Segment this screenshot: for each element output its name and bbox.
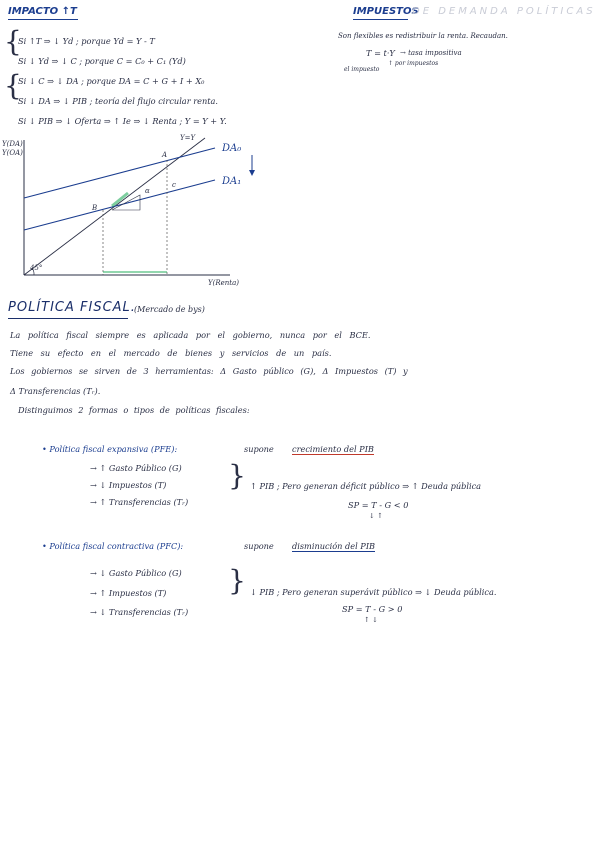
section-subtitle: (Mercado de bys) [134, 305, 205, 314]
contractiva-item-2: → ↑ Impuestos (T) [90, 588, 167, 598]
point-a: A [162, 151, 168, 159]
left-header-title: IMPACTO ↑T [8, 6, 77, 17]
contractiva-item-3: → ↓ Transferencias (Tᵣ) [90, 607, 189, 617]
impuestos-formula: T = t·Y [366, 48, 395, 58]
line-da0 [24, 148, 215, 198]
impuestos-line-1: Son flexibles es redistribuir la renta. Recaudan. [338, 32, 508, 40]
impacto-line-1: Si ↑T ⇒ ↓ Yd ; porque Yd = Y - T [18, 36, 155, 46]
contractiva-highlight: disminución del PIB [292, 541, 376, 551]
ghost-bleed-text: DE DEMANDA POLÍTICAS [412, 6, 596, 17]
expansiva-item-1: → ↑ Gasto Público (G) [90, 463, 182, 473]
para-line-3: Los gobiernos se sirven de 3 herramientas: Δ Gasto público (G), Δ Impuestos (T) y [10, 366, 408, 376]
da0-label: DA₀ [222, 143, 242, 154]
mark-a: α [145, 187, 150, 195]
contractiva-supone: supone [244, 541, 274, 551]
contractiva-effect: ↓ PIB ; Pero generan superávit público ⇒ ↓ Deuda pública. [250, 587, 497, 597]
section-title: POLÍTICA FISCAL. [8, 300, 136, 315]
impacto-line-2: Si ↓ Yd ⇒ ↓ C ; porque C = C₀ + C₁ (Yd) [18, 56, 186, 66]
expansiva-brace: { [228, 459, 246, 492]
expansiva-item-2: → ↓ Impuestos (T) [90, 480, 167, 490]
impuestos-sub-note-1: el impuesto [344, 66, 380, 73]
impuestos-sub-note-2: ↑ por impuestos [388, 60, 439, 67]
expansiva-highlight: crecimiento del PIB [292, 444, 374, 454]
expansiva-item-3: → ↑ Transferencias (Tᵣ) [90, 497, 189, 507]
contractiva-brace: { [228, 564, 246, 597]
impacto-line-3: Si ↓ C ⇒ ↓ DA ; porque DA = C + G + I + X₀ [18, 76, 205, 86]
x-axis-label: Y(Renta) [208, 279, 239, 287]
impacto-line-4: Si ↓ DA ⇒ ↓ PIB ; teoría del flujo circular renta. [18, 96, 219, 106]
contractiva-item-1: → ↓ Gasto Público (G) [90, 568, 182, 578]
shift-arrow-head [249, 170, 255, 176]
line-da1 [24, 180, 215, 230]
green-highlight [112, 193, 128, 206]
brace-1: { [4, 25, 22, 58]
para-line-2: Tiene su efecto en el mercado de bienes y servicios de un país. [10, 348, 332, 358]
da1-label: DA₁ [222, 176, 242, 187]
para-line-5: Distinguimos 2 formas o tipos de políticas fiscales: [18, 405, 250, 415]
para-line-4: Δ Transferencias (Tᵣ). [10, 386, 101, 396]
section-title-underline [8, 318, 128, 319]
expansiva-supone: supone [244, 444, 274, 454]
y-axis-label-2: Y(OA) [2, 149, 23, 157]
expansiva-effect: ↑ PIB ; Pero generan déficit público ⇒ ↑ Deuda pública [250, 481, 482, 491]
point-b: B [92, 204, 98, 212]
y-axis-label: Y(DA) [2, 140, 23, 148]
contractiva-bullet: • Política fiscal contractiva (PFC): [42, 541, 184, 551]
line-45-label: Y=Y [180, 134, 196, 142]
expansiva-arrows: ↓ ↑ [369, 512, 383, 520]
angle-label: 45° [30, 264, 43, 272]
expansiva-formula: SP = T - G < 0 [348, 500, 409, 510]
mark-c: c [172, 181, 176, 189]
para-line-1: La política fiscal siempre es aplicada por el gobierno, nunca por el BCE. [10, 330, 371, 340]
contractiva-arrows: ↑ ↓ [364, 616, 378, 624]
impacto-line-5: Si ↓ PIB ⇒ ↓ Oferta ⇒ ↑ Ie ⇒ ↓ Renta ; Y = Y + Y. [18, 116, 227, 126]
contractiva-formula: SP = T - G > 0 [342, 604, 403, 614]
brace-2: { [4, 69, 22, 102]
impuestos-formula-note: → tasa impositiva [400, 49, 462, 57]
right-header-title: IMPUESTOS [353, 6, 419, 17]
expansiva-bullet: • Política fiscal expansiva (PFE): [42, 444, 178, 454]
